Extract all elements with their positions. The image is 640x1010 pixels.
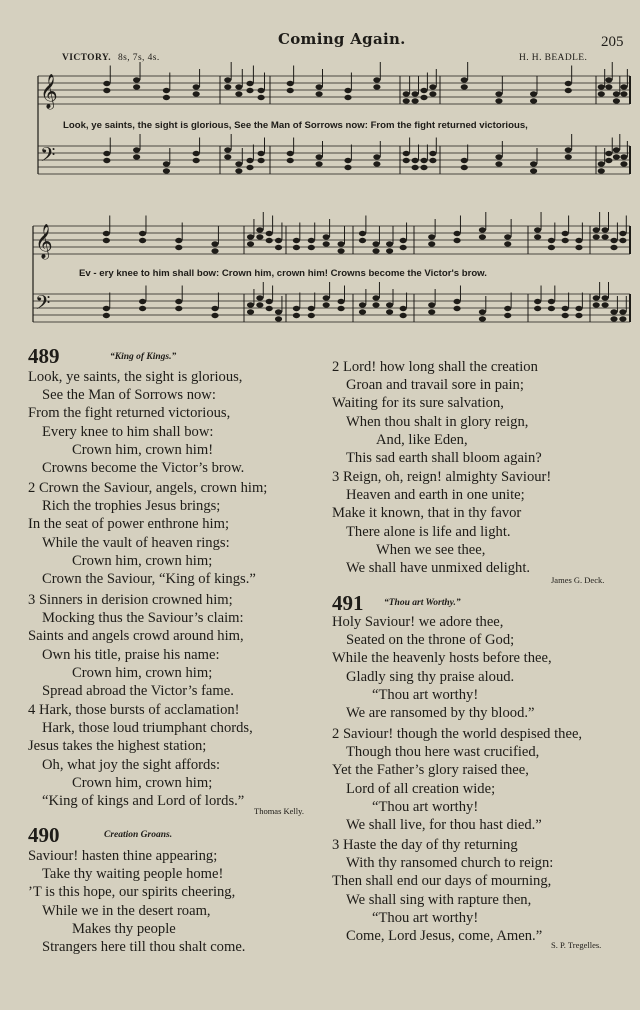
system-1-note-head bbox=[163, 88, 170, 93]
system-1-note-head bbox=[565, 147, 572, 152]
system-1-note-head bbox=[258, 158, 265, 163]
system-2-note-head bbox=[275, 316, 282, 321]
system-1-note-head bbox=[344, 165, 351, 170]
system-2-note-head bbox=[293, 306, 300, 311]
music-score bbox=[0, 0, 640, 340]
system-2-note-head bbox=[453, 299, 460, 304]
tune-name: VICTORY. bbox=[62, 53, 112, 63]
system-2-note-head bbox=[386, 241, 393, 246]
system-2-note-head bbox=[386, 248, 393, 253]
system-2-treble-clef-icon: 𝄞 bbox=[35, 224, 53, 259]
system-2-note-head bbox=[211, 248, 218, 253]
system-2-note-head bbox=[548, 299, 555, 304]
hymn-490-verse-1: Saviour! hasten thine appearing; Take thy waiting people home! ’T is this hope, our spirits cheering, While we in the desert roam, Makes thy people Strangers here till thou shalt come. bbox=[28, 848, 246, 956]
system-1-note-head bbox=[613, 147, 620, 152]
system-2-note-head bbox=[323, 295, 330, 300]
system-2-note-head bbox=[256, 295, 263, 300]
system-2-note-head bbox=[247, 241, 254, 246]
system-1-note-head bbox=[103, 151, 110, 156]
system-2-note-head bbox=[323, 241, 330, 246]
system-1-note-head bbox=[344, 158, 351, 163]
system-1-note-head bbox=[316, 154, 323, 159]
system-2-note-head bbox=[562, 238, 569, 243]
system-2-note-head bbox=[175, 238, 182, 243]
system-2-note-head bbox=[139, 299, 146, 304]
hymn-490-verse-2: 2 Lord! how long shall the creation Groan and travail sore in pain; Waiting for its sure salvation, When thou shalt in glory reign, And, like Eden, This sad earth shall bloom again? bbox=[332, 359, 542, 467]
system-1-note-head bbox=[163, 161, 170, 166]
tune-composer: H. H. BEADLE. bbox=[519, 53, 588, 63]
system-1-note-head bbox=[598, 84, 605, 89]
system-2-note-head bbox=[428, 234, 435, 239]
system-2-note-head bbox=[247, 302, 254, 307]
system-1-note-head bbox=[258, 95, 265, 100]
system-2-note-head bbox=[575, 306, 582, 311]
system-1-note-head bbox=[403, 151, 410, 156]
system-2-note-head bbox=[256, 302, 263, 307]
system-1-note-head bbox=[605, 158, 612, 163]
system-2-note-head bbox=[619, 309, 626, 314]
system-1-note-head bbox=[605, 84, 612, 89]
system-1-note-head bbox=[316, 91, 323, 96]
tune-meter: 8s, 7s, 4s. bbox=[118, 53, 160, 63]
system-1-note-head bbox=[193, 84, 200, 89]
system-2-note-head bbox=[400, 245, 407, 250]
system-2-note-head bbox=[504, 234, 511, 239]
system-2-note-head bbox=[534, 227, 541, 232]
system-2-note-head bbox=[359, 231, 366, 236]
system-1-note-head bbox=[224, 154, 231, 159]
system-2-note-head bbox=[534, 306, 541, 311]
system-2-note-head bbox=[337, 241, 344, 246]
system-1-note-head bbox=[224, 77, 231, 82]
system-2-note-head bbox=[534, 299, 541, 304]
system-1-note-head bbox=[620, 154, 627, 159]
system-2-note-head bbox=[247, 234, 254, 239]
system-2-note-head bbox=[562, 306, 569, 311]
system-2-note-head bbox=[211, 306, 218, 311]
hymn-489-title: “King of Kings.” bbox=[110, 352, 177, 362]
system-2-note-head bbox=[372, 295, 379, 300]
system-2-note-head bbox=[139, 306, 146, 311]
hymn-489-number: 489 bbox=[28, 344, 60, 368]
system-1-note-head bbox=[461, 77, 468, 82]
system-2-note-head bbox=[428, 241, 435, 246]
system-2-note-head bbox=[293, 238, 300, 243]
system-1-note-head bbox=[412, 158, 419, 163]
system-1-note-head bbox=[598, 161, 605, 166]
system-2-note-head bbox=[400, 313, 407, 318]
system-2-note-head bbox=[293, 313, 300, 318]
system-2-note-head bbox=[103, 313, 110, 318]
system-1-note-head bbox=[373, 161, 380, 166]
system-1-note-head bbox=[316, 84, 323, 89]
system-2-note-head bbox=[275, 309, 282, 314]
system-1-note-head bbox=[163, 95, 170, 100]
hymn-489-verse-4: 4 Hark, those bursts of acclamation! Hark, those loud triumphant chords, Jesus takes the highest station; Oh, what joy the sight affords: Crown him, crown him; “King of kings and Lord of lords.” bbox=[28, 702, 253, 810]
system-1-note-head bbox=[613, 91, 620, 96]
system-1-note-head bbox=[235, 84, 242, 89]
system-2-note-head bbox=[275, 238, 282, 243]
system-2-note-head bbox=[400, 306, 407, 311]
system-1-note-head bbox=[420, 88, 427, 93]
system-2-note-head bbox=[479, 309, 486, 314]
system-1-note-head bbox=[235, 91, 242, 96]
system-2-note-head bbox=[453, 238, 460, 243]
system-1-note-head bbox=[287, 151, 294, 156]
hymn-491-verse-2: 2 Saviour! though the world despised thee, Though thou here wast crucified, Yet the Father’s glory raised thee, Lord of all creation wide; “Thou art worthy! We shall live, for thou hast died.” bbox=[332, 726, 583, 834]
system-1-note-head bbox=[133, 147, 140, 152]
system-2-note-head bbox=[619, 231, 626, 236]
system-1-note-head bbox=[258, 151, 265, 156]
system-2-note-head bbox=[479, 234, 486, 239]
system-1-note-head bbox=[598, 168, 605, 173]
system-1-note-head bbox=[133, 84, 140, 89]
system-1-note-head bbox=[103, 88, 110, 93]
system-2-note-head bbox=[548, 245, 555, 250]
system-1-note-head bbox=[403, 91, 410, 96]
system-1-note-head bbox=[287, 88, 294, 93]
system-1-note-head bbox=[620, 91, 627, 96]
system-2-note-head bbox=[400, 238, 407, 243]
system-1-note-head bbox=[530, 91, 537, 96]
system-2-note-head bbox=[548, 306, 555, 311]
system-2-note-head bbox=[562, 313, 569, 318]
hymn-491-title: “Thou art Worthy.” bbox=[384, 598, 461, 608]
hymn-489-author: Thomas Kelly. bbox=[254, 806, 304, 816]
system-2-note-head bbox=[211, 241, 218, 246]
hymn-489-verse-3: 3 Sinners in derision crowned him; Mocking thus the Saviour’s claim: Saints and angels crowd around him, Own his title, praise his name: Crown him, crown him; Spread abroad the Victor’s fame. bbox=[28, 592, 244, 700]
system-1-note-head bbox=[412, 98, 419, 103]
system-1-note-head bbox=[246, 88, 253, 93]
system-2-note-head bbox=[575, 245, 582, 250]
system-1-note-head bbox=[412, 91, 419, 96]
system-2-note-head bbox=[103, 238, 110, 243]
system-1-note-head bbox=[412, 165, 419, 170]
system-1-note-head bbox=[287, 158, 294, 163]
system-1-note-head bbox=[495, 154, 502, 159]
system-2-note-head bbox=[453, 231, 460, 236]
system-2-note-head bbox=[211, 313, 218, 318]
system-1-note-head bbox=[193, 158, 200, 163]
system-2-note-head bbox=[372, 302, 379, 307]
system-2-note-head bbox=[337, 248, 344, 253]
hymn-491-verse-1: Holy Saviour! we adore thee, Seated on the throne of God; While the heavenly hosts before thee, Gladly sing thy praise aloud. “Thou art worthy! We are ransomed by thy blood.” bbox=[332, 614, 552, 722]
system-1-note-head bbox=[344, 95, 351, 100]
system-2-note-head bbox=[372, 241, 379, 246]
system-2-note-head bbox=[504, 313, 511, 318]
system-2-note-head bbox=[359, 309, 366, 314]
system-1-note-head bbox=[530, 98, 537, 103]
system-1-note-head bbox=[133, 77, 140, 82]
system-2-note-head bbox=[175, 306, 182, 311]
system-2-note-head bbox=[602, 302, 609, 307]
system-2-note-head bbox=[386, 302, 393, 307]
system-1-note-head bbox=[246, 158, 253, 163]
system-1-note-head bbox=[133, 154, 140, 159]
hymn-491-number: 491 bbox=[332, 591, 364, 615]
system-1-note-head bbox=[461, 158, 468, 163]
system-1-note-head bbox=[461, 165, 468, 170]
system-2-note-head bbox=[337, 306, 344, 311]
music-lyric-line-1: Look, ye saints, the sight is glorious, See the Man of Sorrows now: From the fight returned victorious, bbox=[63, 120, 528, 131]
system-2-note-head bbox=[293, 245, 300, 250]
hymn-491-verse-3: 3 Haste the day of thy returning With thy ransomed church to reign: Then shall end our days of mourning, We shall sing with rapture then, “Thou art worthy! Come, Lord Jesus, come, Amen.” bbox=[332, 837, 554, 945]
music-lyric-line-2: Ev - ery knee to him shall bow: Crown him, crown him! Crowns become the Victor's brow. bbox=[79, 268, 487, 279]
system-1-note-head bbox=[620, 161, 627, 166]
system-2-note-head bbox=[562, 231, 569, 236]
system-1-note-head bbox=[103, 158, 110, 163]
system-2-note-head bbox=[103, 306, 110, 311]
hymn-490-verse-3: 3 Reign, oh, reign! almighty Saviour! Heaven and earth in one unite; Make it known, that in thy favor There alone is life and light. When we see thee, We shall have unmixed delight. bbox=[332, 469, 552, 577]
system-2-note-head bbox=[593, 234, 600, 239]
system-2-note-head bbox=[428, 309, 435, 314]
system-2-note-head bbox=[372, 248, 379, 253]
system-2-note-head bbox=[602, 295, 609, 300]
system-2-note-head bbox=[428, 302, 435, 307]
system-2-note-head bbox=[266, 231, 273, 236]
system-1-note-head bbox=[598, 91, 605, 96]
system-1-note-head bbox=[420, 158, 427, 163]
system-2-note-head bbox=[504, 306, 511, 311]
system-2-note-head bbox=[247, 309, 254, 314]
system-2-note-head bbox=[610, 238, 617, 243]
system-2-note-head bbox=[619, 238, 626, 243]
hymn-490-title: Creation Groans. bbox=[104, 830, 173, 840]
system-1-note-head bbox=[420, 165, 427, 170]
system-1-note-head bbox=[530, 168, 537, 173]
system-1-note-head bbox=[620, 84, 627, 89]
system-2-note-head bbox=[256, 234, 263, 239]
system-2-note-head bbox=[602, 227, 609, 232]
system-1-note-head bbox=[429, 91, 436, 96]
hymn-489-verse-2: 2 Crown the Saviour, angels, crown him; Rich the trophies Jesus brings; In the seat of power enthrone him; While the vault of heaven rings: Crown him, crown him; Crown the Saviour, “King of kings.” bbox=[28, 480, 268, 588]
system-1-note-head bbox=[565, 81, 572, 86]
system-1-note-head bbox=[605, 77, 612, 82]
system-2-note-head bbox=[453, 306, 460, 311]
system-1-note-head bbox=[420, 95, 427, 100]
system-2-note-head bbox=[266, 299, 273, 304]
system-2-note-head bbox=[610, 316, 617, 321]
system-1-note-head bbox=[565, 88, 572, 93]
system-2-note-head bbox=[610, 309, 617, 314]
system-1-note-head bbox=[316, 161, 323, 166]
system-1-note-head bbox=[613, 98, 620, 103]
system-2-bass-clef-icon: 𝄢 bbox=[35, 291, 51, 319]
system-2-note-head bbox=[602, 234, 609, 239]
system-2-note-head bbox=[256, 227, 263, 232]
system-2-note-head bbox=[386, 309, 393, 314]
system-1-note-head bbox=[605, 151, 612, 156]
system-1-note-head bbox=[373, 154, 380, 159]
system-2-note-head bbox=[593, 227, 600, 232]
system-1-note-head bbox=[403, 98, 410, 103]
system-1-note-head bbox=[613, 154, 620, 159]
system-2-note-head bbox=[619, 316, 626, 321]
system-2-note-head bbox=[593, 302, 600, 307]
system-2-note-head bbox=[139, 238, 146, 243]
system-1-treble-clef-icon: 𝄞 bbox=[40, 74, 58, 109]
system-2-note-head bbox=[504, 241, 511, 246]
system-2-note-head bbox=[323, 234, 330, 239]
system-1-note-head bbox=[373, 84, 380, 89]
system-2-note-head bbox=[534, 234, 541, 239]
system-2-note-head bbox=[359, 238, 366, 243]
hymn-489-verse-1: Look, ye saints, the sight is glorious, See the Man of Sorrows now: From the fight returned victorious, Every knee to him shall bow: Crown him, crown him! Crowns become the Victor’s brow. bbox=[28, 369, 245, 477]
system-1-note-head bbox=[429, 158, 436, 163]
system-1-note-head bbox=[235, 168, 242, 173]
hymn-490-author: James G. Deck. bbox=[551, 575, 605, 585]
system-1-note-head bbox=[258, 88, 265, 93]
system-1-note-head bbox=[287, 81, 294, 86]
system-2-note-head bbox=[308, 306, 315, 311]
system-1-note-head bbox=[246, 165, 253, 170]
system-2-note-head bbox=[479, 227, 486, 232]
system-2-note-head bbox=[479, 316, 486, 321]
system-1-note-head bbox=[403, 158, 410, 163]
system-2-note-head bbox=[139, 231, 146, 236]
system-1-note-head bbox=[495, 91, 502, 96]
system-2-note-head bbox=[610, 245, 617, 250]
system-2-note-head bbox=[308, 238, 315, 243]
system-1-bass-clef-icon: 𝄢 bbox=[40, 143, 56, 171]
system-1-note-head bbox=[429, 151, 436, 156]
page-number: 205 bbox=[601, 34, 624, 50]
system-2-note-head bbox=[103, 231, 110, 236]
system-1-note-head bbox=[495, 98, 502, 103]
page-title: Coming Again. bbox=[278, 30, 406, 48]
system-2-note-head bbox=[175, 245, 182, 250]
system-1-note-head bbox=[461, 84, 468, 89]
system-2-note-head bbox=[359, 302, 366, 307]
system-1-note-head bbox=[193, 151, 200, 156]
hymn-491-author: S. P. Tregelles. bbox=[551, 940, 602, 950]
system-2-note-head bbox=[548, 238, 555, 243]
system-2-note-head bbox=[575, 313, 582, 318]
system-1-note-head bbox=[373, 77, 380, 82]
system-1-note-head bbox=[495, 161, 502, 166]
system-2-note-head bbox=[266, 306, 273, 311]
system-2-note-head bbox=[323, 302, 330, 307]
system-2-note-head bbox=[308, 313, 315, 318]
system-1-note-head bbox=[565, 154, 572, 159]
system-1-note-head bbox=[163, 168, 170, 173]
system-2-note-head bbox=[308, 245, 315, 250]
system-2-note-head bbox=[593, 295, 600, 300]
system-1-note-head bbox=[344, 88, 351, 93]
system-1-note-head bbox=[530, 161, 537, 166]
system-1-note-head bbox=[429, 84, 436, 89]
system-1-note-head bbox=[235, 161, 242, 166]
system-1-note-head bbox=[103, 81, 110, 86]
system-2-note-head bbox=[337, 299, 344, 304]
hymn-490-number: 490 bbox=[28, 823, 60, 847]
system-1-note-head bbox=[246, 81, 253, 86]
system-2-note-head bbox=[266, 238, 273, 243]
system-1-note-head bbox=[224, 84, 231, 89]
system-2-note-head bbox=[575, 238, 582, 243]
system-1-note-head bbox=[193, 91, 200, 96]
system-2-note-head bbox=[175, 299, 182, 304]
system-1-note-head bbox=[224, 147, 231, 152]
system-2-note-head bbox=[275, 245, 282, 250]
